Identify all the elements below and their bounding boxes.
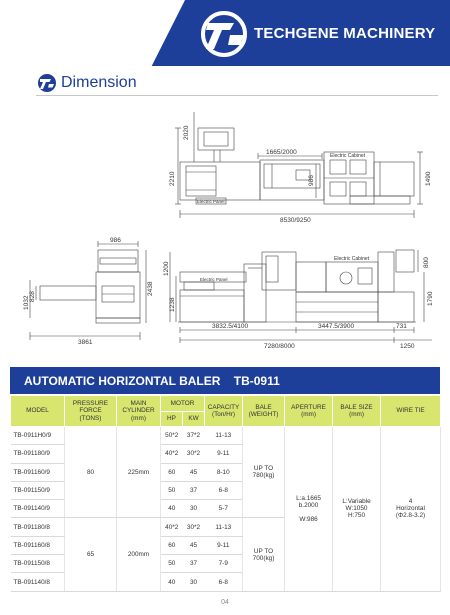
cell-capacity: 9-11 — [205, 445, 243, 463]
dim-top-left-height: 2210 — [169, 171, 176, 186]
cell-bale-size: L:Variable W:1050 H:750 — [333, 427, 381, 592]
cell-kw: 45 — [183, 536, 205, 554]
header-white-stripe — [0, 0, 185, 66]
cell-hp: 50 — [161, 555, 183, 573]
dim-front-1250: 1250 — [400, 343, 415, 350]
dim-top-mid: 1665/2000 — [266, 149, 297, 156]
cell-capacity: 5-7 — [205, 500, 243, 518]
dim-top-length: 8530/9250 — [280, 217, 311, 224]
cell-capacity: 8-10 — [205, 463, 243, 481]
dimension-drawing — [0, 100, 450, 362]
col-cylinder: MAIN CYLINDER (mm) — [117, 396, 161, 427]
cell-hp: 60 — [161, 463, 183, 481]
cell-capacity: 7-9 — [205, 555, 243, 573]
dim-front-1200: 1200 — [163, 261, 170, 276]
cell-kw: 37 — [183, 555, 205, 573]
col-bale-weight: BALE (WEIGHT) — [243, 396, 285, 427]
cell-aperture: L:a.1665 b.2000 W:986 — [285, 427, 333, 592]
dim-front-d1: 3832.5/4100 — [212, 323, 249, 330]
dim-front-800: 800 — [423, 257, 430, 268]
col-bale-size: BALE SIZE (mm) — [333, 396, 381, 427]
dim-side-length: 3861 — [78, 339, 93, 346]
dim-top-986: 986 — [308, 175, 315, 186]
col-model: MODEL — [11, 396, 65, 427]
dim-top-height: 2020 — [183, 125, 190, 140]
cell-model: TB-091160/8 — [11, 536, 65, 554]
dimension-divider — [36, 95, 438, 96]
cell-kw: 30 — [183, 573, 205, 591]
electric-panel-label: Electric Panel — [197, 199, 225, 204]
col-capacity: CAPACITY (Ton/Hr) — [205, 396, 243, 427]
cell-model: TB-091150/8 — [11, 555, 65, 573]
cell-bale-weight: UP TO 700(kg) — [243, 518, 285, 591]
dim-top-right: 1490 — [425, 171, 432, 186]
cell-model: TB-0911H0/9 — [11, 427, 65, 445]
cell-kw: 37 — [183, 481, 205, 499]
electric-panel-front-label: Electric Panel — [200, 277, 228, 282]
cell-capacity: 11-13 — [205, 427, 243, 445]
cell-capacity: 9-11 — [205, 536, 243, 554]
cell-capacity: 11-13 — [205, 518, 243, 536]
cell-pressure: 80 — [65, 427, 117, 518]
dim-front-1238: 1238 — [169, 297, 176, 312]
dim-front-d2: 3447.5/3900 — [318, 323, 355, 330]
dim-side-h2: 828 — [29, 291, 36, 302]
electric-cabinet-label: Electric Cabinet — [330, 153, 366, 159]
cell-hp: 40*2 — [161, 445, 183, 463]
company-name: TECHGENE MACHINERY — [254, 25, 436, 42]
cell-hp: 60 — [161, 536, 183, 554]
cell-model: TB-091180/8 — [11, 518, 65, 536]
table-row — [11, 427, 441, 445]
cell-cylinder: 200mm — [117, 518, 161, 591]
cell-model: TB-091140/9 — [11, 500, 65, 518]
cell-hp: 40*2 — [161, 518, 183, 536]
cell-hp: 40 — [161, 573, 183, 591]
cell-kw: 30*2 — [183, 518, 205, 536]
company-logo-small-icon — [36, 73, 58, 93]
col-kw: KW — [183, 412, 205, 427]
page-header — [0, 0, 450, 66]
cell-pressure: 65 — [65, 518, 117, 591]
dim-side-h1: 1032 — [23, 295, 30, 310]
cell-bale-weight: UP TO 780(kg) — [243, 427, 285, 518]
cell-cylinder: 225mm — [117, 427, 161, 518]
dim-side-width: 986 — [110, 237, 121, 244]
dimension-title: Dimension — [61, 74, 137, 91]
col-pressure: PRESSURE FORCE (TONS) — [65, 396, 117, 427]
cell-model: TB-091180/9 — [11, 445, 65, 463]
table-title: AUTOMATIC HORIZONTAL BALER TB-0911 — [24, 374, 280, 388]
cell-hp: 40 — [161, 500, 183, 518]
cell-kw: 37*2 — [183, 427, 205, 445]
cell-kw: 45 — [183, 463, 205, 481]
cell-hp: 50 — [161, 481, 183, 499]
dim-front-1790: 1790 — [427, 291, 434, 306]
spec-table — [10, 395, 441, 592]
col-motor: MOTOR — [161, 396, 205, 412]
cell-kw: 30*2 — [183, 445, 205, 463]
cell-model: TB-091140/8 — [11, 573, 65, 591]
table-title-bar — [10, 367, 440, 394]
dim-front-d3: 731 — [396, 323, 407, 330]
electric-cabinet-front-label: Electric Cabinet — [334, 256, 370, 262]
cell-model: TB-091150/9 — [11, 481, 65, 499]
company-logo-icon — [200, 11, 250, 57]
cell-model: TB-091160/9 — [11, 463, 65, 481]
dimension-heading — [36, 72, 137, 94]
col-hp: HP — [161, 412, 183, 427]
col-wire-tie: WIRE TIE — [381, 396, 441, 427]
dim-front-2438: 2438 — [147, 281, 154, 296]
cell-wire-tie: 4 Horizontal (Φ2.8-3.2) — [381, 427, 441, 592]
cell-capacity: 6-8 — [205, 481, 243, 499]
col-aperture: APERTURE (mm) — [285, 396, 333, 427]
cell-capacity: 6-8 — [205, 573, 243, 591]
dim-front-total: 7280/8000 — [264, 343, 295, 350]
cell-kw: 30 — [183, 500, 205, 518]
page-number: 04 — [221, 599, 229, 606]
cell-hp: 50*2 — [161, 427, 183, 445]
